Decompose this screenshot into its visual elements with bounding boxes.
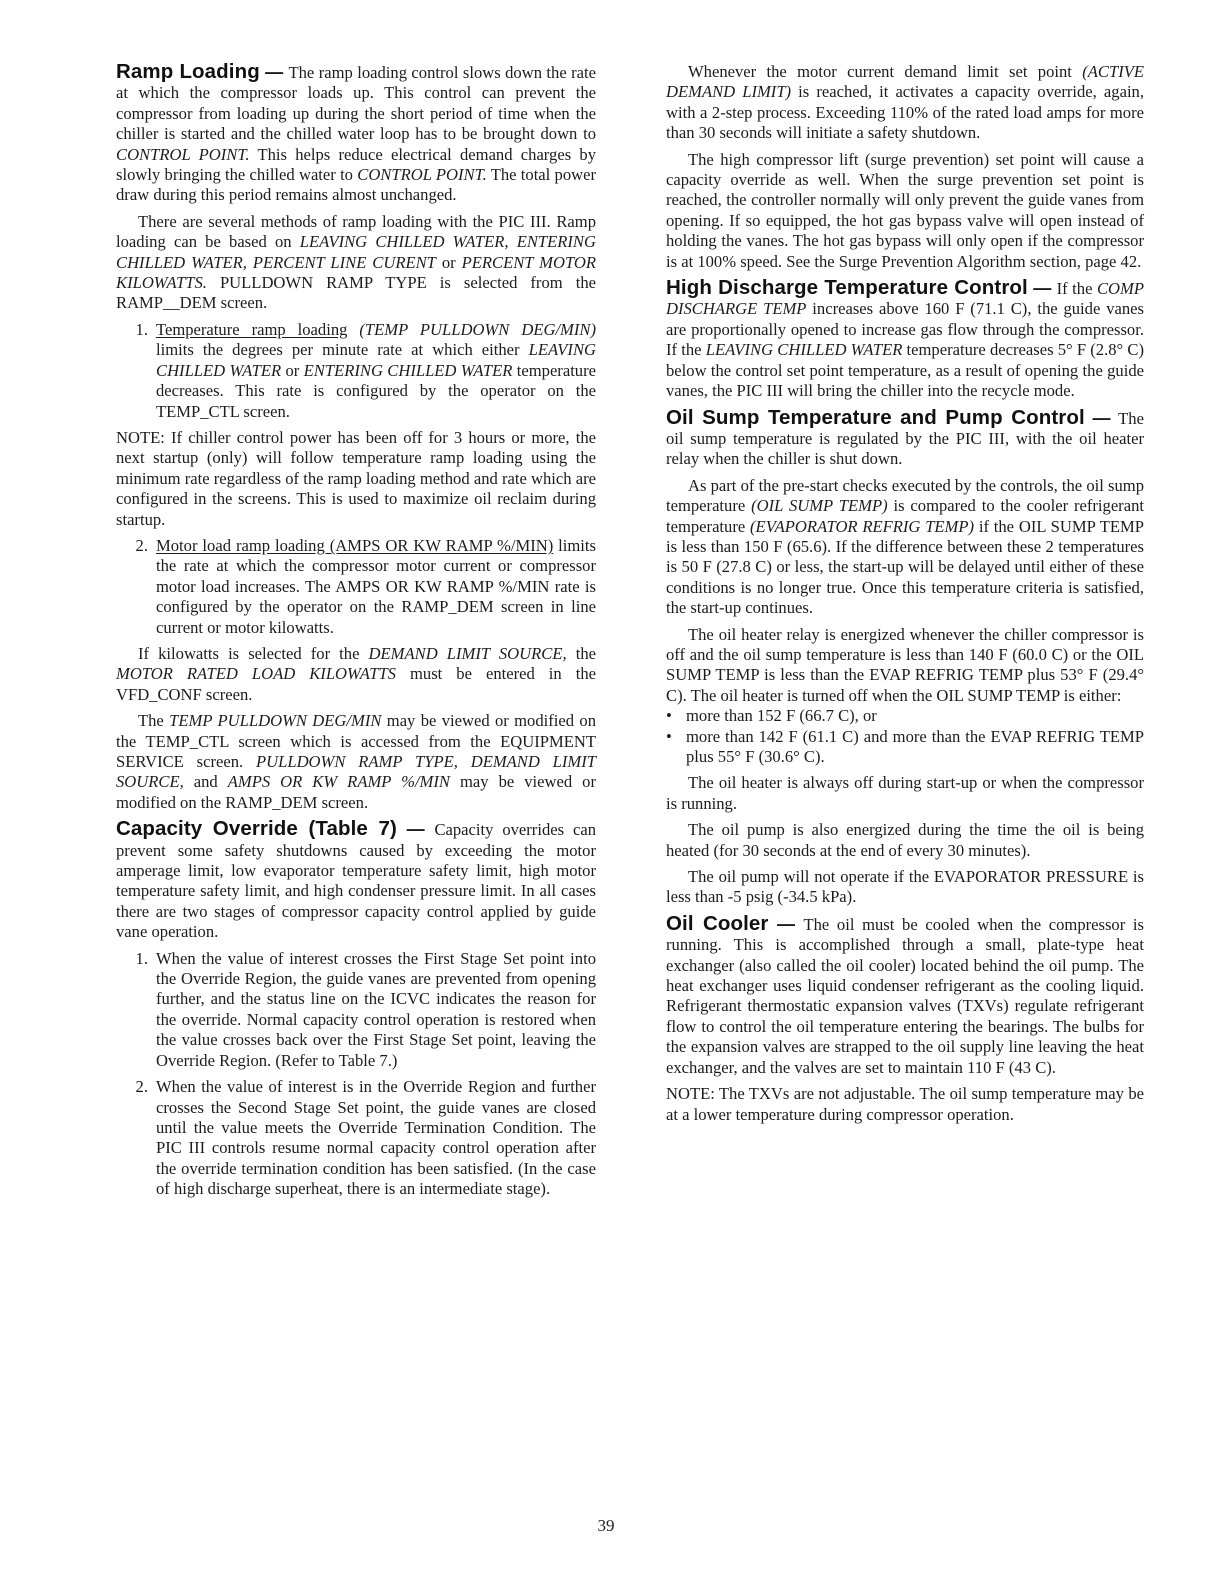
capacity-override-paragraph-1: Capacity Override (Table 7) — Capacity overrides can prevent some safety shutdowns caused by exceeding the motor amperage limit, low evaporator temperature safety limit, high motor temperature safety limit, and high condenser pressure limit. In all cases there are two stages of compressor capacity control applied by guide vane operation.	[116, 817, 596, 942]
oil-cooler-paragraph: Oil Cooler — The oil must be cooled when the compressor is running. This is accomplished through a small, plate-type heat exchanger (also called the oil cooler) located behind the oil pump. The heat exchanger uses liquid condenser refrigerant as the cooling liquid. Refrigerant thermostatic expansion valves (TXVs) regulate refrigerant flow to control the oil temperature entering the bearings. The bulbs for the expansion valves are strapped to the oil supply line leaving the heat exchanger, and the valves are set to maintain 110 F (43 C).	[666, 911, 1144, 1077]
oil-sump-bullet-1: • more than 152 F (66.7 C), or	[666, 706, 877, 726]
ramp-list-item-2: 2. Motor load ramp loading (AMPS OR KW RAMP %/MIN) limits the rate at which the compressor motor current or compressor motor load increases. The AMPS OR KW RAMP %/MIN rate is configured by the operator on the RAMP_DEM screen in line current or motor kilowatts.	[135, 535, 596, 637]
demand-limit-paragraph-2: The high compressor lift (surge prevention) set point will cause a capacity override as well. When the surge prevention set point is reached, the controller normally will only prevent the guide vanes from opening. If so equipped, the hot gas bypass valve will open instead of holding the vanes. The hot gas bypass will only open if the compressor is at 100% speed. See the Surge Prevention Algorithm section, page 42.	[666, 149, 1144, 271]
override-list-item-2: 2. When the value of interest is in the Override Region and further crosses the Second Stage Set point, the guide vanes are closed until the value meets the Override Termination Condition. The PIC III controls resume normal capacity control operation after the override termination condition has been satisfied. (In the case of high discharge superheat, there is an intermediate stage).	[135, 1077, 596, 1199]
oil-sump-section	[666, 405, 1144, 908]
demand-limit-paragraph-1: Whenever the motor current demand limit set point (ACTIVE DEMAND LIMIT) is reached, it activates a capacity override, again, with a 2-step process. Exceeding 110% of the rated load amps for more than 30 seconds will initiate a safety shutdown.	[666, 62, 1144, 143]
ramp-note: NOTE: If chiller control power has been off for 3 hours or more, the next startup (only) will follow temperature ramp loading using the minimum rate regardless of the ramp loading method and rate which are configured in the screens. This is used to maximize oil reclaim during startup.	[116, 427, 596, 529]
oil-cooler-heading: Oil Cooler	[666, 911, 769, 935]
left-column	[116, 62, 596, 1206]
oil-sump-bullet-2: • more than 142 F (61.1 C) and more than the EVAP REFRIG TEMP plus 55° F (30.6° C).	[666, 726, 1144, 766]
oil-sump-heading: Oil Sump Temperature and Pump Control	[666, 405, 1085, 429]
oil-sump-paragraph-5: The oil pump is also energized during the time the oil is being heated (for 30 seconds at the end of every 30 minutes).	[666, 820, 1144, 860]
ramp-loading-paragraph-1: Ramp Loading — The ramp loading control slows down the rate at which the compressor loads up. This control can prevent the compressor from loading up during the short period of time when the chiller is started and the chilled water loop has to be brought down to CONTROL POINT. This helps reduce electrical demand charges by slowly bringing the chilled water to CONTROL POINT. The total power draw during this period remains almost unchanged.	[116, 60, 597, 205]
oil-sump-paragraph-1: Oil Sump Temperature and Pump Control — The oil sump temperature is regulated by the PIC III, with the oil heater relay when the chiller is shut down.	[666, 405, 1144, 469]
oil-cooler-note: NOTE: The TXVs are not adjustable. The oil sump temperature may be at a lower temperature during compressor operation.	[666, 1084, 1144, 1124]
oil-sump-paragraph-6: The oil pump will not operate if the EVAPORATOR PRESSURE is less than -5 psig (-34.5 kPa).	[666, 867, 1144, 907]
ramp-list-item-1: 1. Temperature ramp loading (TEMP PULLDOWN DEG/MIN) limits the degrees per minute rate at which either LEAVING CHILLED WATER or ENTERING CHILLED WATER temperature decreases. This rate is configured by the operator on the TEMP_CTL screen.	[135, 319, 596, 421]
high-discharge-section	[666, 278, 1144, 401]
right-column	[666, 62, 1144, 1131]
capacity-override-heading: Capacity Override (Table 7)	[116, 817, 397, 841]
demand-limit-section	[666, 62, 1144, 272]
ramp-loading-paragraph-4: The TEMP PULLDOWN DEG/MIN may be viewed or modified on the TEMP_CTL screen which is accessed from the EQUIPMENT SERVICE screen. PULLDOWN RAMP TYPE, DEMAND LIMIT SOURCE, and AMPS OR KW RAMP %/MIN may be viewed or modified on the RAMP_DEM screen.	[116, 711, 596, 812]
ramp-loading-paragraph-2: There are several methods of ramp loading with the PIC III. Ramp loading can be based on LEAVING CHILLED WATER, ENTERING CHILLED WATER, PERCENT LINE CURENT or PERCENT MOTOR KILOWATTS. PULLDOWN RAMP TYPE is selected from the RAMP__DEM screen.	[116, 211, 596, 313]
high-discharge-heading: High Discharge Temperature Control	[666, 276, 1028, 300]
high-discharge-paragraph: High Discharge Temperature Control — If the COMP DISCHARGE TEMP increases above 160 F (71.1 C), the guide vanes are proportionally opened to increase gas flow through the compressor. If the LEAVING CHILLED WATER temperature decreases 5° F (2.8° C) below the control set point temperature, as a result of opening the guide vanes, the PIC III will bring the chiller into the recycle mode.	[666, 276, 1144, 401]
ramp-loading-paragraph-3: If kilowatts is selected for the DEMAND LIMIT SOURCE, the MOTOR RATED LOAD KILOWATTS must be entered in the VFD_CONF screen.	[116, 643, 596, 704]
capacity-override-section	[116, 819, 596, 1199]
ramp-loading-section	[116, 62, 596, 813]
oil-sump-paragraph-2: As part of the pre-start checks executed by the controls, the oil sump temperature (OIL SUMP TEMP) is compared to the cooler refrigerant temperature (EVAPORATOR REFRIG TEMP) if the OIL SUMP TEMP is less than 150 F (65.6). If the difference between these 2 temperatures is 50 F (27.8 C) or less, the start-up will be delayed until either of these conditions is no longer true. Once this temperature criteria is satisfied, the start-up continues.	[666, 475, 1144, 618]
override-list-item-1: 1. When the value of interest crosses the First Stage Set point into the Override Region, the guide vanes are prevented from opening further, and the status line on the ICVC indicates the reason for the override. Normal capacity control operation is restored when the value crosses back over the First Stage Set point, leaving the Override Region. (Refer to Table 7.)	[135, 948, 596, 1070]
oil-cooler-section	[666, 911, 1144, 1125]
ramp-loading-heading: Ramp Loading	[116, 60, 260, 83]
page-number: 39	[597, 1516, 615, 1535]
oil-sump-paragraph-4: The oil heater is always off during start-up or when the compressor is running.	[666, 773, 1144, 813]
oil-sump-paragraph-3: The oil heater relay is energized whenever the chiller compressor is off and the oil sump temperature is less than 140 F (60.0 C) or the OIL SUMP TEMP is less than the EVAP REFRIG TEMP plus 53° F (29.4° C). The oil heater is turned off when the OIL SUMP TEMP is either:	[666, 624, 1144, 705]
